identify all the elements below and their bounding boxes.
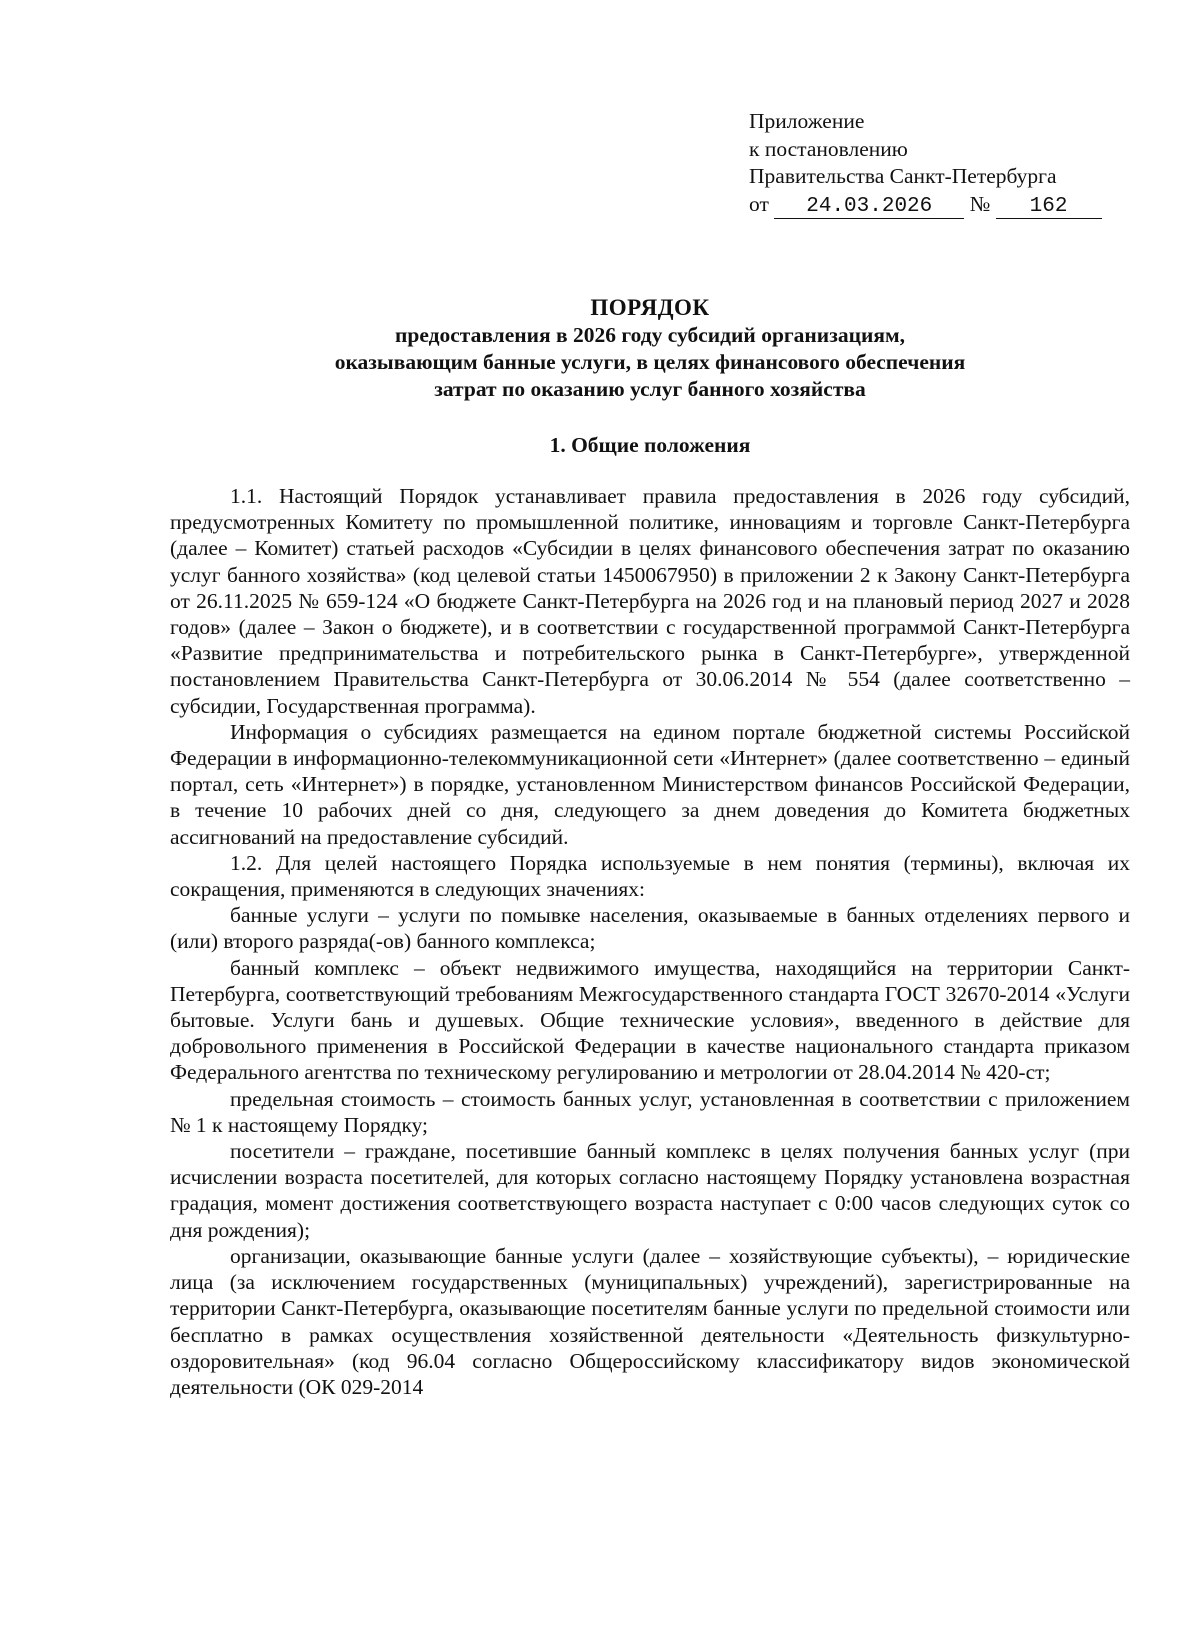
appendix-line-2: к постановлению — [749, 136, 908, 161]
appendix-line-3: Правительства Санкт-Петербурга — [749, 164, 1057, 188]
title-main: ПОРЯДОК — [590, 295, 710, 320]
title-line-1: предоставления в 2026 году субсидий организациям, — [394, 323, 906, 347]
paragraph-1-2: 1.2. Для целей настоящего Порядка используемые в нем понятия (термины), включая их сокращения, применяются в следующих значениях: — [170, 850, 1130, 902]
number-label: № — [969, 191, 991, 216]
section-heading: 1. Общие положения — [549, 433, 751, 457]
title-line-3: затрат по оказанию услуг банного хозяйства — [434, 377, 866, 401]
term-visitors: посетители – граждане, посетившие банный комплекс в целях получения банных услуг (при исчислении возраста посетителей, для которых согласно настоящему Порядку установлена возрастная градация, момент достижения соответствующего возраста наступает с 0:00 часов следующих суток со дня рождения); — [170, 1139, 1130, 1242]
paragraph-1-1: 1.1. Настоящий Порядок устанавливает правила предоставления в 2026 году субсидий, предусмотренных Комитету по промышленной политике, инновациям и торговле Санкт-Петербурга (далее – Комитет) статьей расходов «Субсидии в целях финансового обеспечения затрат по оказанию услуг банного хозяйства» (код целевой статьи 1450067950) в приложении 2 к Закону Санкт-Петербурга от 26.11.2025 № 659-124 «О бюджете Санкт-Петербурга на 2026 год и на плановый период 2027 и 2028 годов» (далее – Закон о бюджете), и в соответствии с государственной программой Санкт-Петербурга «Развитие предпринимательства и потребительского рынка в Санкт-Петербурге», утвержденной постановлением Правительства Санкт-Петербурга от 30.06.2014 № 554 (далее соответственно – субсидии, Государственная программа). — [170, 484, 1130, 718]
section-body — [170, 483, 1130, 1400]
appendix-block — [749, 108, 1102, 219]
term-organizations: организации, оказывающие банные услуги (далее – хозяйствующие субъекты), – юридические лица (за исключением государственных (муниципальных) учреждений), зарегистрированные на территории Санкт-Петербурга, оказывающие посетителям банные услуги по предельной стоимости или бесплатно в рамках осуществления хозяйственной деятельности «Деятельность физкультурно-оздоровительная» (код 96.04 согласно Общероссийскому классификатору видов экономической деятельности (ОК 029-2014 — [170, 1243, 1130, 1399]
appendix-line-1: Приложение — [749, 109, 865, 133]
paragraph-info: Информация о субсидиях размещается на едином портале бюджетной системы Российской Федерации в информационно-телекоммуникационной сети «Интернет» (далее соответственно – единый портал, сеть «Интернет») в порядке, установленном Министерством финансов Российской Федерации, в течение 10 рабочих дней со дня, следующего за днем доведения до Комитета бюджетных ассигнований на предоставление субсидий. — [170, 719, 1130, 849]
term-max-cost: предельная стоимость – стоимость банных услуг, установленная в соответствии с приложением № 1 к настоящему Порядку; — [170, 1086, 1130, 1137]
document-title — [160, 294, 1140, 403]
title-line-2: оказывающим банные услуги, в целях финансового обеспечения — [334, 350, 966, 374]
appendix-date-line — [749, 191, 1102, 219]
term-bath-services: банные услуги – услуги по помывке населения, оказываемые в банных отделениях первого и (или) второго разряда(-ов) банного комплекса; — [170, 903, 1130, 954]
term-bath-complex: банный комплекс – объект недвижимого имущества, находящийся на территории Санкт-Петербурга, соответствующий требованиям Межгосударственного стандарта ГОСТ 32670-2014 «Услуги бытовые. Услуги бань и душевых. Общие технические условия», введенного в действие для добровольного применения в Российской Федерации в качестве национального стандарта приказом Федерального агентства по техническому регулированию и метрологии от 28.04.2014 № 420-ст; — [170, 955, 1130, 1085]
from-label: от — [749, 191, 769, 216]
resolution-number: 162 — [996, 196, 1102, 219]
resolution-date: 24.03.2026 — [774, 196, 964, 219]
